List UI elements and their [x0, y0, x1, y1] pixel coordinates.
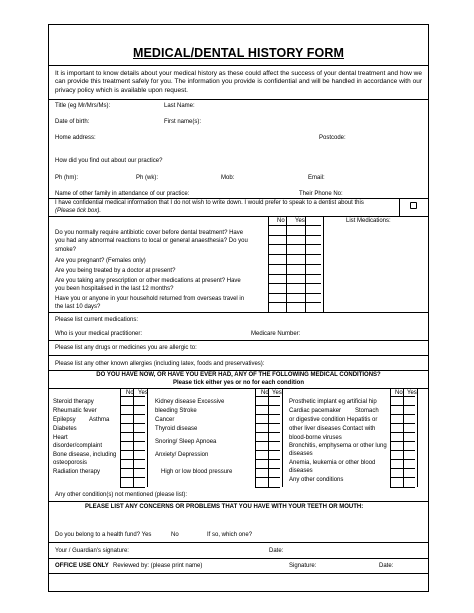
condition-tick-cell-line[interactable] — [390, 405, 415, 406]
condition-column-line — [147, 388, 148, 487]
guardian-signature-label[interactable]: Your / Guardian's signature: — [55, 548, 129, 554]
divider — [399, 198, 400, 216]
question-line: Have you or anyone in your household returned from overseas travel in — [55, 296, 245, 302]
other-allergies-label[interactable]: Please list any other known allergies (including latex, foods and preservatives): — [55, 361, 265, 367]
condition-tick-cell-line[interactable] — [120, 477, 145, 478]
condition-label: Prosthetic implant eg artificial hip — [289, 399, 377, 405]
condition-tick-cell-line[interactable] — [120, 432, 145, 433]
condition-tick-cell-line[interactable] — [255, 423, 280, 424]
condition-label: other liver diseases Contact with — [289, 426, 376, 432]
condition-column-line — [120, 388, 121, 487]
answer-row-line — [268, 302, 321, 303]
condition-column-line — [133, 388, 134, 487]
condition-label: Thyroid disease — [155, 426, 198, 432]
condition-column-line — [255, 388, 256, 487]
yes-column-header: Yes — [407, 390, 417, 396]
condition-tick-cell-line[interactable] — [390, 423, 415, 424]
mobile-field-label[interactable]: Mob: — [221, 175, 235, 181]
condition-tick-cell-line[interactable] — [255, 441, 280, 442]
no-column-header: No — [277, 218, 285, 224]
condition-tick-cell-line[interactable] — [390, 396, 415, 397]
answer-row-line — [268, 264, 321, 265]
condition-label: bleeding Stroke — [155, 408, 197, 414]
condition-tick-cell-line[interactable] — [255, 396, 280, 397]
office-signature-label[interactable]: Signature: — [289, 563, 317, 569]
form-title: MEDICAL/DENTAL HISTORY FORM — [132, 46, 345, 60]
condition-label: or digestive condition Hepatitis or — [289, 417, 378, 423]
yes-column-header: Yes — [295, 218, 305, 224]
first-names-field-label[interactable]: First name(s): — [164, 119, 202, 125]
dob-field-label[interactable]: Date of birth: — [55, 119, 90, 125]
hear-about-field-label[interactable]: How did you find out about our practice? — [55, 158, 163, 164]
divider — [49, 370, 428, 371]
condition-label: diseases — [289, 451, 313, 457]
condition-tick-cell-line[interactable] — [255, 405, 280, 406]
question-line: Are you being treated by a doctor at present? — [55, 268, 176, 274]
condition-label: Rheumatic fever — [53, 408, 97, 414]
divider — [49, 340, 428, 341]
yes-column-header: Yes — [272, 390, 282, 396]
answer-row-line — [268, 254, 321, 255]
health-fund-no-label: No — [171, 532, 179, 538]
condition-label: Snoring/ Sleep Apnoea — [155, 439, 217, 445]
condition-tick-cell-line[interactable] — [390, 477, 415, 478]
condition-label: Radiation therapy — [53, 469, 101, 475]
office-use-label: OFFICE USE ONLY — [55, 563, 109, 569]
condition-tick-cell-line[interactable] — [390, 487, 415, 488]
phone-work-field-label[interactable]: Ph (wk): — [136, 175, 159, 181]
condition-tick-cell-line[interactable] — [120, 450, 145, 451]
intro-paragraph: It is important to know details about your medical history as these could affect the success of your dental treatment and how we can provide this treatment safely for you. The information you provide is confidential and will be handled in accordance with our privacy policy which is available upon request. — [55, 70, 422, 94]
email-field-label[interactable]: Email: — [308, 175, 325, 181]
condition-tick-cell-line[interactable] — [120, 487, 145, 488]
condition-label: diseases — [289, 468, 313, 474]
medicare-label[interactable]: Medicare Number: — [251, 331, 301, 337]
condition-tick-cell-line[interactable] — [390, 441, 415, 442]
condition-tick-cell-line[interactable] — [120, 468, 145, 469]
condition-label: Anemia, leukemia or other blood — [289, 460, 376, 466]
condition-column-line — [390, 388, 391, 487]
divider — [49, 216, 428, 217]
current-medications-label[interactable]: Please list current medications: — [55, 317, 139, 323]
divider — [323, 216, 324, 312]
condition-label: Stomach — [355, 408, 379, 414]
condition-label: Steroid therapy — [53, 399, 94, 405]
condition-label: Anxiety/ Depression — [155, 452, 209, 458]
divider — [49, 198, 428, 199]
health-fund-label: Do you belong to a health fund? Yes — [55, 532, 152, 538]
condition-tick-cell-line[interactable] — [390, 414, 415, 415]
question-line: Are you pregnant? (Females only) — [55, 258, 146, 264]
condition-tick-cell-line[interactable] — [120, 441, 145, 442]
condition-tick-cell-line[interactable] — [255, 432, 280, 433]
office-date-label[interactable]: Date: — [379, 563, 394, 569]
title-field-label[interactable]: Title (eg Mr/Mrs/Ms): — [55, 103, 111, 109]
yes-column-header: Yes — [138, 390, 148, 396]
question-line: you been hospitalised in the last 12 months? — [55, 286, 174, 292]
question-line: Are you taking any prescription or other medications at present? Have — [55, 278, 241, 284]
condition-tick-cell-line[interactable] — [390, 432, 415, 433]
answer-row-line — [268, 244, 321, 245]
teeth-concerns-heading[interactable]: PLEASE LIST ANY CONCERNS OR PROBLEMS THAT YOU HAVE WITH YOUR TEETH OR MOUTH: — [85, 504, 364, 510]
confidential-text: I have confidential medical information that I do not wish to write down. I would prefer to speak to a dentist about this — [55, 200, 364, 206]
conditions-heading: DO YOU HAVE NOW, OR HAVE YOU EVER HAD, ANY OF THE FOLLOWING MEDICAL CONDITIONS? — [96, 372, 381, 378]
condition-tick-cell-line[interactable] — [255, 477, 280, 478]
condition-label: Epilepsy — [53, 417, 76, 423]
question-line: smoke? — [55, 247, 77, 253]
question-line: you had any abnormal reactions to local or general anaesthesia? Do you — [55, 238, 248, 244]
answer-row-line — [268, 283, 321, 284]
no-column-header: No — [126, 390, 134, 396]
signature-date-label[interactable]: Date: — [269, 548, 284, 554]
confidential-checkbox[interactable] — [410, 202, 417, 209]
condition-tick-cell-line[interactable] — [390, 459, 415, 460]
condition-label: blood-borne viruses — [289, 435, 342, 441]
divider — [49, 388, 428, 389]
postcode-field-label[interactable]: Postcode: — [319, 135, 346, 141]
condition-label: Bone disease, including — [53, 452, 117, 458]
answer-row-line — [268, 274, 321, 275]
condition-tick-cell-line[interactable] — [255, 414, 280, 415]
divider — [49, 542, 428, 543]
medical-history-form — [48, 24, 429, 592]
condition-tick-cell-line[interactable] — [120, 396, 145, 397]
condition-column-line — [417, 388, 418, 487]
conditions-subheading: Please tick either yes or no for each condition — [172, 380, 305, 386]
condition-tick-cell-line[interactable] — [120, 405, 145, 406]
their-phone-field-label[interactable]: Their Phone No: — [299, 191, 343, 197]
divider — [49, 573, 428, 574]
condition-label: Diabetes — [53, 426, 77, 432]
condition-label: Bronchitis, emphysema or other lung — [289, 443, 387, 449]
condition-label: Cancer — [155, 417, 175, 423]
question-line: the last 10 days? — [55, 304, 101, 310]
condition-column-line — [403, 388, 404, 487]
condition-label: Heart — [53, 435, 68, 441]
divider — [49, 355, 428, 356]
condition-label: High or low blood pressure — [161, 469, 233, 475]
condition-column-line — [268, 388, 269, 487]
condition-label: Any other conditions — [289, 477, 344, 483]
condition-label: disorder/complaint — [53, 443, 103, 449]
list-medications-label: List Medications: — [346, 218, 391, 224]
no-column-header: No — [261, 390, 269, 396]
other-conditions-label[interactable]: Any other condition(s) not mentioned (please list): — [55, 492, 188, 498]
health-fund-which-label[interactable]: If so, which one? — [207, 532, 253, 538]
answer-row-line — [268, 235, 321, 236]
condition-tick-cell-line[interactable] — [255, 450, 280, 451]
family-field-label[interactable]: Name of other family in attendance of our practice: — [55, 191, 190, 197]
question-line: Do you normally require antibiotic cover before dental treatment? Have — [55, 230, 244, 236]
drug-allergies-label[interactable]: Please list any drugs or medicines you are allergic to: — [55, 345, 197, 351]
condition-tick-cell-line[interactable] — [390, 468, 415, 469]
last-name-field-label[interactable]: Last Name: — [164, 103, 195, 109]
condition-tick-cell-line[interactable] — [255, 459, 280, 460]
divider — [49, 65, 428, 66]
phone-home-field-label[interactable]: Ph (hm): — [55, 175, 79, 181]
condition-column-line — [282, 388, 283, 487]
divider — [49, 312, 428, 313]
divider — [49, 99, 428, 100]
condition-tick-cell-line[interactable] — [120, 423, 145, 424]
condition-tick-cell-line[interactable] — [390, 450, 415, 451]
condition-tick-cell-line[interactable] — [255, 468, 280, 469]
confidential-tick-note: (Please tick box). — [55, 208, 102, 214]
answer-row-line — [268, 225, 321, 226]
condition-label: Asthma — [89, 417, 110, 423]
condition-tick-cell-line[interactable] — [120, 459, 145, 460]
condition-tick-cell-line[interactable] — [255, 487, 280, 488]
practitioner-label[interactable]: Who is your medical practitioner: — [55, 331, 143, 337]
divider — [49, 558, 428, 559]
divider — [49, 501, 428, 502]
reviewed-by-label[interactable]: Reviewed by: (please print name) — [113, 563, 203, 569]
no-column-header: No — [395, 390, 403, 396]
condition-label: Kidney disease Excessive — [155, 399, 225, 405]
answer-row-line — [268, 293, 321, 294]
condition-label: osteoporosis — [53, 460, 88, 466]
address-field-label[interactable]: Home address: — [55, 135, 96, 141]
condition-label: Cardiac pacemaker — [289, 408, 342, 414]
condition-tick-cell-line[interactable] — [120, 414, 145, 415]
